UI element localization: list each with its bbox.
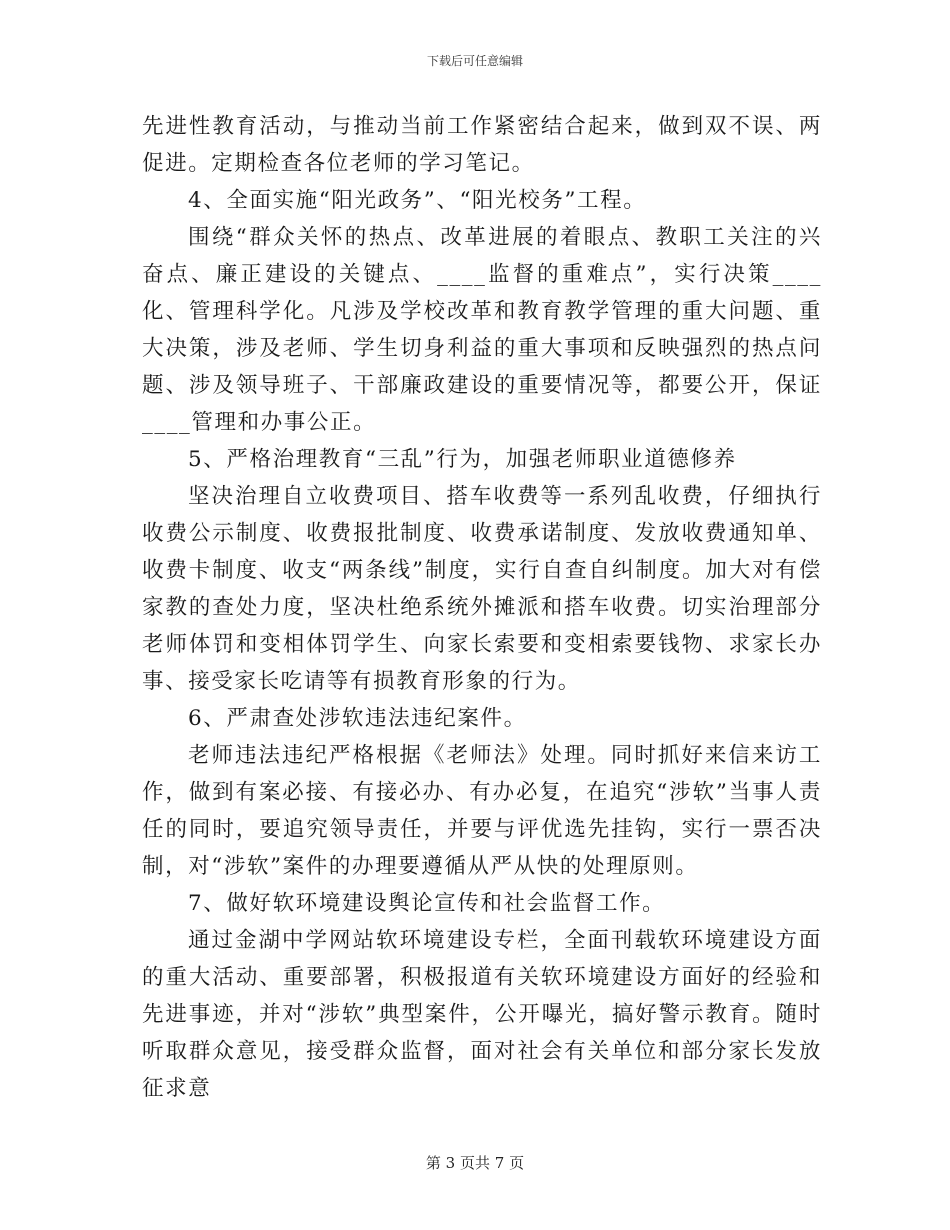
paragraph-section-5: 坚决治理自立收费项目、搭车收费等一系列乱收费，仔细执行收费公示制度、收费报批制度、收费承诺制度、发放收费通知单、收费卡制度、收支“两条线”制度，实行自查自纠制度。加大对有偿家教的查处力度，坚决杜绝系统外摊派和搭车收费。切实治理部分老师体罚和变相体罚学生、向家长索要和变相索要钱物、求家长办事、接受家长吃请等有损教育形象的行为。 — [142, 484, 822, 694]
page-number: 第 3 页共 7 页 — [425, 1154, 525, 1172]
section-heading-4: 4、全面实施“阳光政务”、“阳光校务”工程。 — [188, 188, 647, 213]
document-body — [142, 108, 822, 1107]
section-heading-7: 7、做好软环境建设舆论宣传和社会监督工作。 — [188, 891, 666, 916]
paragraph-section-7: 通过金湖中学网站软环境建设专栏，全面刊载软环境建设方面的重大活动、重要部署，积极报道有关软环境建设方面好的经验和先进事迹，并对“涉软”典型案件，公开曝光，搞好警示教育。随时听取群众意见，接受群众监督，面对社会有关单位和部分家长发放征求意 — [142, 928, 822, 1101]
page-header: 下载后可任意编辑 — [426, 54, 523, 68]
paragraph-continued: 先进性教育活动，与推动当前工作紧密结合起来，做到双不误、两促进。定期检查各位老师的学习笔记。 — [142, 114, 822, 176]
paragraph-section-6: 老师违法违纪严格根据《老师法》处理。同时抓好来信来访工作，做到有案必接、有接必办、有办必复，在追究“涉软”当事人责任的同时，要追究领导责任，并要与评优选先挂钩，实行一票否决制，对“涉软”案件的办理要遵循从严从快的处理原则。 — [142, 743, 822, 879]
paragraph-section-4: 围绕“群众关怀的热点、改革进展的着眼点、教职工关注的兴奋点、廉正建设的关键点、____监督的重难点”，实行决策____化、管理科学化。凡涉及学校改革和教育教学管理的重大问题、重大决策，涉及老师、学生切身利益的重大事项和反映强烈的热点问题、涉及领导班子、干部廉政建设的重要情况等，都要公开，保证____管理和办事公正。 — [142, 225, 822, 435]
section-heading-6: 6、严肃查处涉软违法违纪案件。 — [188, 706, 527, 731]
section-heading-5: 5、严格治理教育“三乱”行为，加强老师职业道德修养 — [188, 447, 737, 472]
